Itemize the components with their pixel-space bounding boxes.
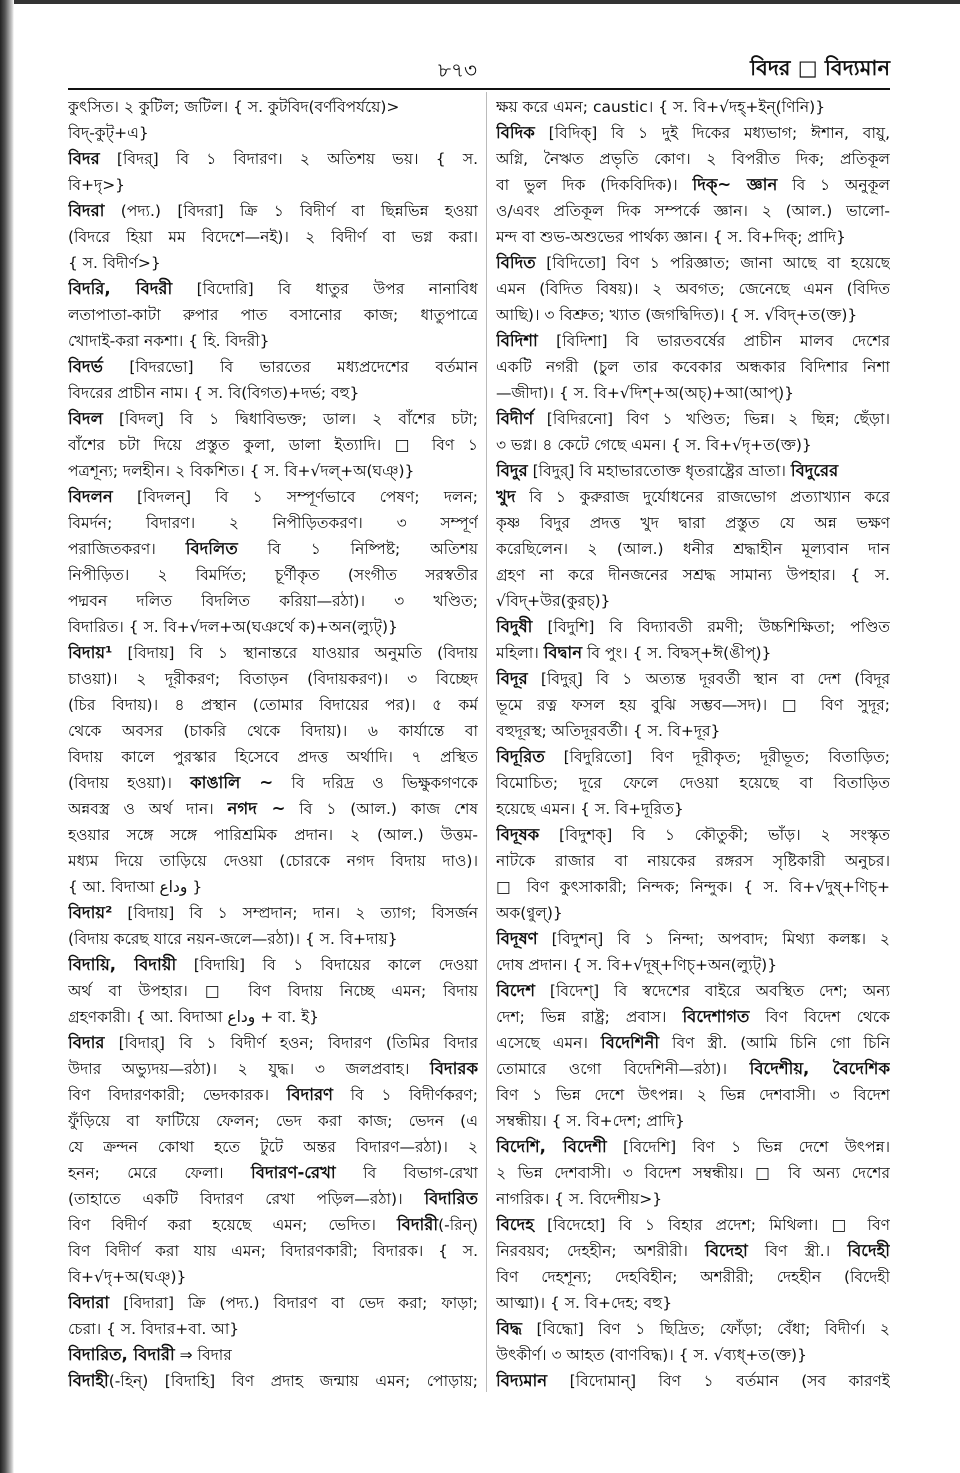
dictionary-line [68,1082,478,1108]
headword: বিদুর [496,461,528,480]
definition-text: নিপীড়িত। ২ বিমর্দিত; চূর্ণীকৃত (সংগীত সরস্বতীর [68,566,478,584]
dictionary-line [496,1342,890,1368]
dictionary-line [68,562,478,588]
headword: বিদেশীয়, বৈদেশিক [749,1059,890,1078]
definition-text: { স. বিদীর্ণ>} [68,254,161,272]
dictionary-line [496,1004,890,1030]
definition-text: সম্বন্ধীয়। { স. বি+দেশ; প্রাদি} [496,1112,685,1130]
dictionary-line [496,692,890,718]
dictionary-line [68,1238,478,1264]
dictionary-line [68,510,478,536]
dictionary-line [496,1368,890,1394]
dictionary-line [496,276,890,302]
definition-text: [বিদিতো] বিণ ১ পরিজ্ঞাত; জানা আছে বা হয়েছে [535,254,890,272]
definition-text: পত্রশূন্য; দলহীন। ২ বিকশিত। { স. বি+√দল্+অ(ঘঞ্)} [68,462,415,480]
definition-text: [বিদায়ি] বি ১ বিদায়ের কালে দেওয়া [176,956,478,974]
headword: বিদায়² [68,903,113,922]
dictionary-line [496,562,890,588]
dictionary-line [68,744,478,770]
dictionary-line [496,94,890,120]
dictionary-line [496,926,890,952]
definition-text: (-হিন্) [বিদাহি] বিণ প্রদাহ জন্মায় এমন; পোড়ায়; [108,1372,478,1390]
definition-text: অক(ণ্বুল্)} [496,904,563,922]
dictionary-line [68,1342,478,1368]
definition-text: [বিদল্] বি ১ দ্বিধাবিভক্ত; ডাল। ২ বাঁশের চটা; [102,410,478,428]
dictionary-line [68,120,478,146]
dictionary-line [496,406,890,432]
definition-text: —জীদা)। { স. বি+√দিশ্+অ(অচ্)+আ(আপ্)} [496,384,795,402]
definition-text: দোষ প্রদান। { স. বি+√দূষ্+ণিচ্+অন(ল্যুট্)} [496,956,778,974]
definition-text: [বিদায়] বি ১ সম্প্রদান; দান। ২ ত্যাগ; বিসর্জন [112,904,478,922]
headword: বিদেশ [496,981,535,1000]
definition-text: গ্রহণকারী। { আ. বিদাআ وداع + বা. ই} [68,1008,320,1026]
definition-text: বিণ বিদারণকারী; ভেদকারক। [68,1086,287,1104]
definition-text: অগ্নি, নৈঋত প্রভৃতি কোণ। ২ বিপরীত দিক; প্রতিকূল [496,150,890,168]
headword: বিদারণ-রেখা [251,1163,336,1182]
headword: বিদ্বান [543,643,583,662]
definition-text: (পদ্য.) [বিদরা] ক্রি ১ বিদীর্ণ বা ছিন্নভিন্ন হওয়া [104,202,478,220]
definition-text: থেকে অবসর (চাকরি থেকে বিদায়)। ৬ কার্যান্তে বা [68,722,478,740]
headword: বিদেহা [705,1241,748,1260]
definition-text: [বিদরভো] বি ভারতের মধ্যপ্রদেশের বর্তমান [102,358,478,376]
headword: বিদলন [68,487,113,506]
definition-text: করেছিলেন। ২ (আল.) ধনীর শ্রদ্ধাহীন মূল্যবান দান [496,540,890,558]
dictionary-line [68,796,478,822]
dictionary-line [496,1056,890,1082]
definition-text: দেশ; ভিন্ন রাষ্ট্র; প্রবাস। [496,1008,683,1026]
dictionary-line [496,146,890,172]
dictionary-line [496,744,890,770]
definition-text: [বিদুশন্] বি ১ নিন্দা; অপবাদ; মিথ্যা কলঙ্ক। ২ [537,930,890,948]
headword: বিদূরিত [496,747,545,766]
definition-text: এমন (বিদিত বিষয়)। ২ অবগত; জেনেছে এমন (বিদিত [496,280,890,298]
headword: বিদারিত, বিদারী [68,1345,175,1364]
definition-text: তোমারে ওগো বিদেশিনী—রঠা)। [496,1060,750,1078]
definition-text: বি ১ বিদীর্ণকরণ; [333,1086,478,1104]
headword: বিদুরের [790,461,839,480]
dictionary-line [496,614,890,640]
definition-text: বি দরিদ্র ও ভিক্ষুকগণকে [273,774,478,792]
definition-text: (বিদায় করেছ যারে নয়ন-জলে—রঠা)। { স. বি+দায়} [68,930,398,948]
definition-text: বিণ বিদীর্ণ করা যায় এমন; বিদারণকারী; বিদারক। { স. [68,1242,478,1260]
definition-text: (বিদরে হিয়া মম বিদেশে—নই)। ২ বিদীর্ণ বা ভগ্ন করা। [68,228,478,246]
dictionary-line [68,146,478,172]
dictionary-line [496,536,890,562]
definition-text: উদার অভ্যুদয়—রঠা)। ২ যুদ্ধ। ৩ জলপ্রবাহ। [68,1060,431,1078]
definition-text: বি+দৃ>} [68,176,126,194]
dictionary-line [68,380,478,406]
dictionary-line [496,1264,890,1290]
definition-text: [বিদুর্] বি ১ অত্যন্ত দূরবর্তী স্থান বা দেশ (বিদূর [527,670,890,688]
headword: বিদরি, বিদরী [68,279,173,298]
dictionary-line [496,1134,890,1160]
definition-text: ফুঁড়িয়ে বা ফাটিয়ে ফেলন; ভেদ করা কাজ; ভেদন (এ [68,1112,478,1130]
dictionary-line [68,1264,478,1290]
headword: বিদায়ি, বিদায়ী [68,955,177,974]
dictionary-line [496,1082,890,1108]
dictionary-line [68,1030,478,1056]
column-divider [486,92,487,1392]
dictionary-line [68,1186,478,1212]
definition-text: খোদাই-করা নকশা। { হি. বিদরী} [68,332,270,350]
dictionary-line [496,302,890,328]
definition-text: [বিদেহো] বি ১ বিহার প্রদেশ; মিথিলা। □ বিণ [533,1216,890,1234]
headword: বিদেশি, বিদেশী [496,1137,607,1156]
definition-text: বিদায় কালে পুরস্কার হিসেবে প্রদত্ত অর্থাদি। ৭ প্রস্থিত [68,748,478,766]
definition-text: [বিদার্] বি ১ বিদীর্ণ হওন; বিদারণ (তিমির বিদার [104,1034,478,1052]
headword: বিদায়¹ [68,643,113,662]
definition-text: [বিদারা] ক্রি (পদ্য.) বিদারণ বা ভেদ করা; ফাড়া; [109,1294,478,1312]
definition-text: একটি নগরী (চুল তার কবেকার অন্ধকার বিদিশার নিশা [496,358,890,376]
dictionary-line [68,1056,478,1082]
definition-text: [বিদেশি] বিণ ১ ভিন্ন দেশে উৎপন্ন। [606,1138,890,1156]
dictionary-line [68,978,478,1004]
scan-top-edge [0,0,960,4]
headword: বিদেশিনী [600,1033,660,1052]
headword: দিক্‌~ জ্ঞান [692,175,778,194]
headword: বিদূর [496,669,528,688]
definition-text: ২ ভিন্ন দেশবাসী। ৩ বিদেশ সম্বন্ধীয়। □ বি অন্য দেশের [496,1164,890,1182]
definition-text: পদ্মবন দলিত বিদলিত করিয়া—রঠা)। ৩ খণ্ডিত; [68,592,478,610]
dictionary-line [496,1030,890,1056]
definition-text: মহিলা। [496,644,544,662]
definition-text: [বিদোমান্] বিণ ১ বর্তমান (সব কারণই [547,1372,890,1390]
headword: বিদেহ [496,1215,534,1234]
definition-text: [বিদেশ্] বি স্বদেশের বাইরে অবস্থিত দেশ; অন্য [534,982,890,1000]
dictionary-line [496,250,890,276]
definition-text: অন্নবস্ত্র ও অর্থ দান। [68,800,228,818]
definition-text: উৎকীর্ণ। ৩ আহত (বাণবিদ্ধ)। { স. √ব্যধ্+ত(ক্ত)} [496,1346,807,1364]
dictionary-line [496,952,890,978]
dictionary-line [496,458,890,484]
definition-text: পরাজিতকরণ। [68,540,186,558]
definition-text: { আ. বিদাআ وداع } [68,878,203,896]
dictionary-line [496,796,890,822]
dictionary-line [68,926,478,952]
dictionary-line [68,822,478,848]
dictionary-line [496,822,890,848]
dictionary-line [68,172,478,198]
dictionary-line [496,718,890,744]
dictionary-line [68,770,478,796]
dictionary-line [68,692,478,718]
definition-text: মধ্যম দিয়ে তাড়িয়ে দেওয়া (চোরকে নগদ বিদায় দাও)। [68,852,478,870]
dictionary-line [496,978,890,1004]
definition-text: কুৎসিত। ২ কুটিল; জটিল। { স. কুটবিদ(বর্ণবিপর্যয়ে)> [68,98,400,116]
dictionary-line [68,718,478,744]
dictionary-line [496,900,890,926]
headword: বিদারণ [286,1085,334,1104]
dictionary-line [496,328,890,354]
dictionary-line [496,1316,890,1342]
definition-text: এসেছে এমন। [496,1034,601,1052]
headword: বিদর্ভ [68,357,103,376]
dictionary-line [68,874,478,900]
definition-text: ও/এবং প্রতিকূল দিক সম্পর্কে জ্ঞান। ২ (আল.) ভালো- [496,202,890,220]
headword: বিদর [68,149,100,168]
definition-text: বাঁশের চটা দিয়ে প্রস্তুত কুলা, ডালা ইত্যাদি। □ বিণ ১ [68,436,478,454]
dictionary-line [496,354,890,380]
dictionary-line [68,1368,478,1394]
definition-text: যে ক্রন্দন কোথা হতে টুটে অন্তর বিদারণ—রঠা)। ২ [68,1138,478,1156]
definition-text: ভূমে রত্ন ফসল হয় বুঝি সম্ভব—সদ)। □ বিণ সুদূর; [496,696,890,714]
definition-text: মন্দ বা শুভ-অশুভের পার্থক্য জ্ঞান। { স. বি+দিক্‌; প্রাদি} [496,228,846,246]
dictionary-line [496,172,890,198]
dictionary-line [68,432,478,458]
headword: বিদলিত [185,539,238,558]
header-rule [68,88,890,90]
page-header [68,52,890,86]
page-number: ৮৭৩ [438,58,477,82]
definition-text: বিদারিত। { স. বি+√দল+অ(ঘঞর্থে ক)+অন(ল্যুট্)} [68,618,398,636]
definition-text: (তাহাতে একটি বিদারণ রেখা পড়িল—রঠা)। [68,1190,425,1208]
dictionary-line [496,1238,890,1264]
definition-text: (বিদায় হওয়া)। [68,774,191,792]
dictionary-line [68,302,478,328]
dictionary-line [68,640,478,666]
dictionary-line [496,484,890,510]
headword: বিদ্ধ [496,1319,523,1338]
definition-text: বি ১ কুরুরাজ দুর্যোধনের রাজভোগ প্রত্যাখ্যান করে [515,488,890,506]
definition-text: হনন; মেরে ফেলা। [68,1164,252,1182]
definition-text: অর্থ বা উপহার। □ বিণ বিদায় নিচ্ছে এমন; বিদায় [68,982,478,1000]
headword: বিদারক [430,1059,478,1078]
dictionary-line [68,1134,478,1160]
definition-text: চেরা। { স. বিদার+বা. আ} [68,1320,240,1338]
dictionary-line [68,94,478,120]
definition-text: [বিদুরিতো] বিণ দূরীকৃত; দূরীভূত; বিতাড়িত; [544,748,890,766]
dictionary-line [68,1160,478,1186]
dictionary-line [496,1212,890,1238]
definition-text: [বিদুশক্] বি ১ কৌতুকী; ভাঁড়। ২ সংস্কৃত [539,826,890,844]
headword: বিদারী [396,1215,439,1234]
dictionary-line [68,952,478,978]
definition-text: [বিদোরি] বি ধাতুর উপর নানাবিধ [172,280,478,298]
headword: বিদূষক [496,825,540,844]
dictionary-line [496,1160,890,1186]
definition-text: কৃষ্ণ বিদুর প্রদত্ত খুদ দ্বারা প্রস্তুত যে অন্ন ভক্ষণ [496,514,890,532]
dictionary-line [496,198,890,224]
dictionary-line [68,276,478,302]
dictionary-line [68,1108,478,1134]
dictionary-line [68,1316,478,1342]
headword: বিদেহী [847,1241,890,1260]
definition-text: বি পুং। { স. বিদ্বস্+ঈ(ঙীপ্)} [582,644,772,662]
definition-text: বি+√দৃ+অ(ঘঞ্)} [68,1268,187,1286]
headword: বিদারা [68,1293,110,1312]
left-column [68,94,478,1394]
dictionary-line [68,614,478,640]
dictionary-line [68,1290,478,1316]
dictionary-line [68,588,478,614]
definition-text: চাওয়া)। ২ দূরীকরণ; বিতাড়ন (বিদায়করণ)। ৩ বিচ্ছেদ [68,670,478,688]
headword: বিদ্যমান [496,1371,548,1390]
definition-text: বিদরের প্রাচীন নাম। { স. বি(বিগত)+দর্ভ; বহু} [68,384,360,402]
definition-text: হয়েছে এমন। { স. বি+দূরিত} [496,800,684,818]
dictionary-line [496,770,890,796]
headword: নগদ ~ [227,799,286,818]
definition-text: [বিদুশি] বি বিদ্যাবতী রমণী; উচ্চশিক্ষিতা; পণ্ডিত [532,618,890,636]
definition-text: [বিদায়] বি ১ স্থানান্তরে যাওয়ার অনুমতি (বিদায় [112,644,478,662]
definition-text: বহুদূরস্থ; অতিদূরবর্তী। { স. বি+দূর} [496,722,721,740]
headword: বিদরা [68,201,105,220]
right-column [496,94,890,1394]
definition-text: বিদ্‌-কুট্+এ} [68,124,149,142]
definition-text: বি ১ অনুকূল [777,176,890,194]
definition-text: বিণ স্ত্রী.। [747,1242,848,1260]
dictionary-line [68,1212,478,1238]
dictionary-line [496,666,890,692]
definition-text: [বিদিক্] বি ১ দুই দিকের মধ্যভাগ; ঈশান, বায়ু, [534,124,890,142]
dictionary-line [496,1186,890,1212]
dictionary-line [496,848,890,874]
dictionary-line [68,354,478,380]
definition-text: বা ভুল দিক (দিকবিদিক)। [496,176,693,194]
definition-text: বিণ বিদেশ থেকে [749,1008,890,1026]
definition-text: লতাপাতা-কাটা রুপার পাত বসানোর কাজ; ধাতুপাত্রে [68,306,478,324]
dictionary-line [68,406,478,432]
definition-text: হওয়ার সঙ্গে সঙ্গে পারিশ্রমিক প্রদান। ২ (আল.) উত্তম- [68,826,478,844]
headword: বিদূষণ [496,929,538,948]
definition-text: বি ১ (আল.) কাজ শেষ [285,800,478,818]
headword: বিদেশাগত [682,1007,750,1026]
dictionary-line [496,380,890,406]
definition-text: [বিদ্ধো] বিণ ১ ছিদ্রিত; ফোঁড়া; বেঁধা; বিদীর্ণ। ২ [522,1320,890,1338]
definition-text: □ বিণ কুৎসাকারী; নিন্দক; নিন্দুক। { স. বি+√দুষ্+ণিচ্+ [496,878,890,896]
scan-left-edge [0,0,14,1473]
headword: বিদিক [496,123,535,142]
dictionary-line [68,536,478,562]
headword: বিদার [68,1033,105,1052]
headword: বিদারিত [424,1189,478,1208]
definition-text: বি ১ নিষ্পিষ্ট; অতিশয় [237,540,478,558]
dictionary-line [68,666,478,692]
definition-text: (-রিন্) [438,1216,478,1234]
headword: খুদ [496,487,516,506]
definition-text: ক্ষয় করে এমন; caustic। { স. বি+√দহ্+ইন্(ণিনি)} [496,98,826,116]
dictionary-line [496,1290,890,1316]
dictionary-line [68,458,478,484]
definition-text: (চির বিদায়)। ৪ প্রস্থান (তোমার বিদায়ের পর)। ৫ কর্ম [68,696,478,714]
running-head: বিদর □ বিদ্যমান [750,56,890,80]
definition-text: [বিদুর্] বি মহাভারতোক্ত ধৃতরাষ্ট্রের ভ্রাতা। [527,462,791,480]
definition-text: গ্রহণ না করে দীনজনের সশ্রদ্ধ সামান্য উপহার। { স. [496,566,890,584]
headword: বিদিশা [496,331,538,350]
dictionary-line [496,432,890,458]
definition-text: বিমর্দন; বিদারণ। ২ নিপীড়িতকরণ। ৩ সম্পূর্ণ [68,514,478,532]
headword: বিদল [68,409,103,428]
dictionary-line [496,120,890,146]
dictionary-line [496,1108,890,1134]
dictionary-line [68,224,478,250]
definition-text: বিণ বিদীর্ণ করা হয়েছে এমন; ভেদিত। [68,1216,397,1234]
dictionary-line [496,224,890,250]
definition-text: বিণ ১ ভিন্ন দেশে উৎপন্ন। ২ ভিন্ন দেশবাসী। ৩ বিদেশ [496,1086,890,1104]
definition-text: বি বিভাগ-রেখা [335,1164,478,1182]
definition-text: বিণ দেহশূন্য; দেহবিহীন; অশরীরী; দেহহীন (বিদেহী [496,1268,890,1286]
dictionary-line [496,510,890,536]
dictionary-line [68,198,478,224]
definition-text: আত্মা)। { স. বি+দেহ; বহু} [496,1294,673,1312]
definition-text: বিণ স্ত্রী. (আমি চিনি গো চিনি [659,1034,890,1052]
dictionary-line [496,874,890,900]
headword: বিদুষী [496,617,533,636]
dictionary-line [68,848,478,874]
definition-text: নাগরিক। { স. বিদেশীয়>} [496,1190,663,1208]
dictionary-line [68,250,478,276]
definition-text: [বিদলন্] বি ১ সম্পূর্ণভাবে পেষণ; দলন; [112,488,478,506]
definition-text: [বিদিরনো] বিণ ১ খণ্ডিত; ভিন্ন। ২ ছিন্ন; ছেঁড়া। [533,410,890,428]
dictionary-line [68,1004,478,1030]
dictionary-line [496,640,890,666]
dictionary-line [68,900,478,926]
definition-text: বিমোচিত; দূরে ফেলে দেওয়া হয়েছে বা বিতাড়িত [496,774,890,792]
definition-text: ৩ ভগ্ন। ৪ কেটে গেছে এমন। { স. বি+√দৃ+ত(ক্ত)} [496,436,812,454]
headword: কাঙালি ~ [190,773,274,792]
definition-text: ⇒ বিদার [174,1346,232,1364]
definition-text: নাটকে রাজার বা নায়কের রঙ্গরস সৃষ্টিকারী অনুচর। [496,852,890,870]
definition-text: [বিদিশা] বি ভারতবর্ষের প্রাচীন মালব দেশের [537,332,890,350]
dictionary-line [68,484,478,510]
definition-text: [বিদর্] বি ১ বিদারণ। ২ অতিশয় ভয়। { স. [99,150,478,168]
headword: বিদিত [496,253,536,272]
dictionary-line [496,588,890,614]
dictionary-line [68,328,478,354]
definition-text: √বিদ্+উর(কুরচ্)} [496,592,611,610]
headword: বিদীর্ণ [496,409,534,428]
definition-text: আছি)। ৩ বিশ্রুত; খ্যাত (জগদ্বিদিত)। { স. √বিদ্+ত(ক্ত)} [496,306,858,324]
definition-text: নিরবয়ব; দেহহীন; অশরীরী। [496,1242,706,1260]
headword: বিদাহী [68,1371,109,1390]
